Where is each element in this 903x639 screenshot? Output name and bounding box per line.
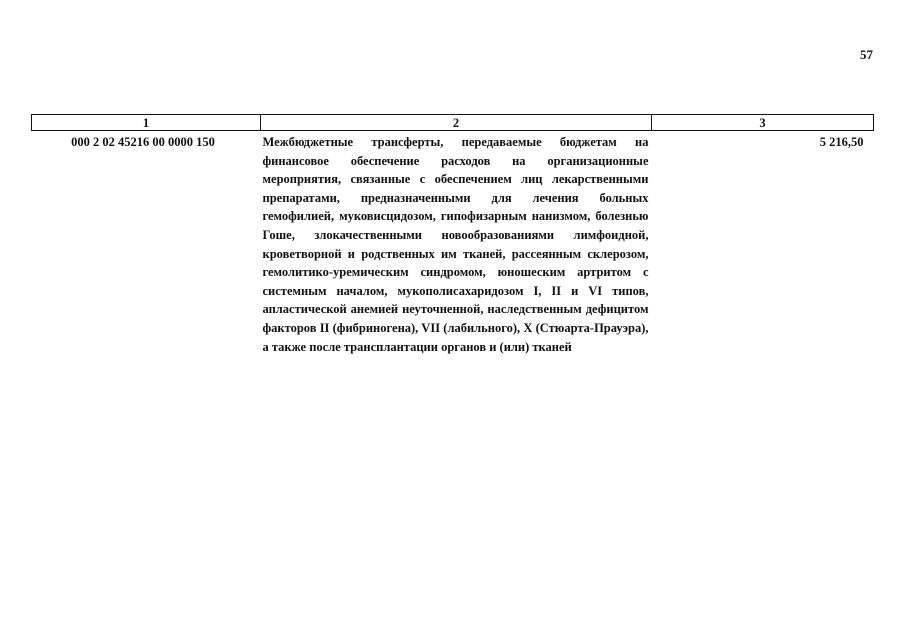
amount-value: 5 216,50 [819,135,864,149]
budget-classification-code: 000 2 02 45216 00 0000 150 [71,135,215,149]
column-header-1: 1 [32,115,261,131]
budget-table [31,114,874,356]
column-header-2: 2 [261,115,652,131]
table-row [32,131,874,357]
table-header-row [32,115,874,131]
income-description: Межбюджетные трансферты, передаваемые бюджетам на финансовое обеспечение расходов на организационные мероприятия, связанные с обеспечением лиц лекарственными препаратами, предназначенными для лечения больных гемофилией, муковисцидозом, гипофизарным нанизмом, болезнью Гоше, злокачественными новообразованиями лимфоидной, кроветворной и родственных им тканей, рассеянным склерозом, гемолитико-уремическим синдромом, юношеским артритом с системным началом, мукополисахаридозом I, II и VI типов, апластической анемией неуточненной, наследственным дефицитом факторов II (фибриногена), VII (лабильного), X (Стюарта-Прауэра), а также после трансплантации органов и (или) тканей [262,135,649,354]
column-header-3: 3 [652,115,874,131]
page-number: 57 [860,47,873,62]
